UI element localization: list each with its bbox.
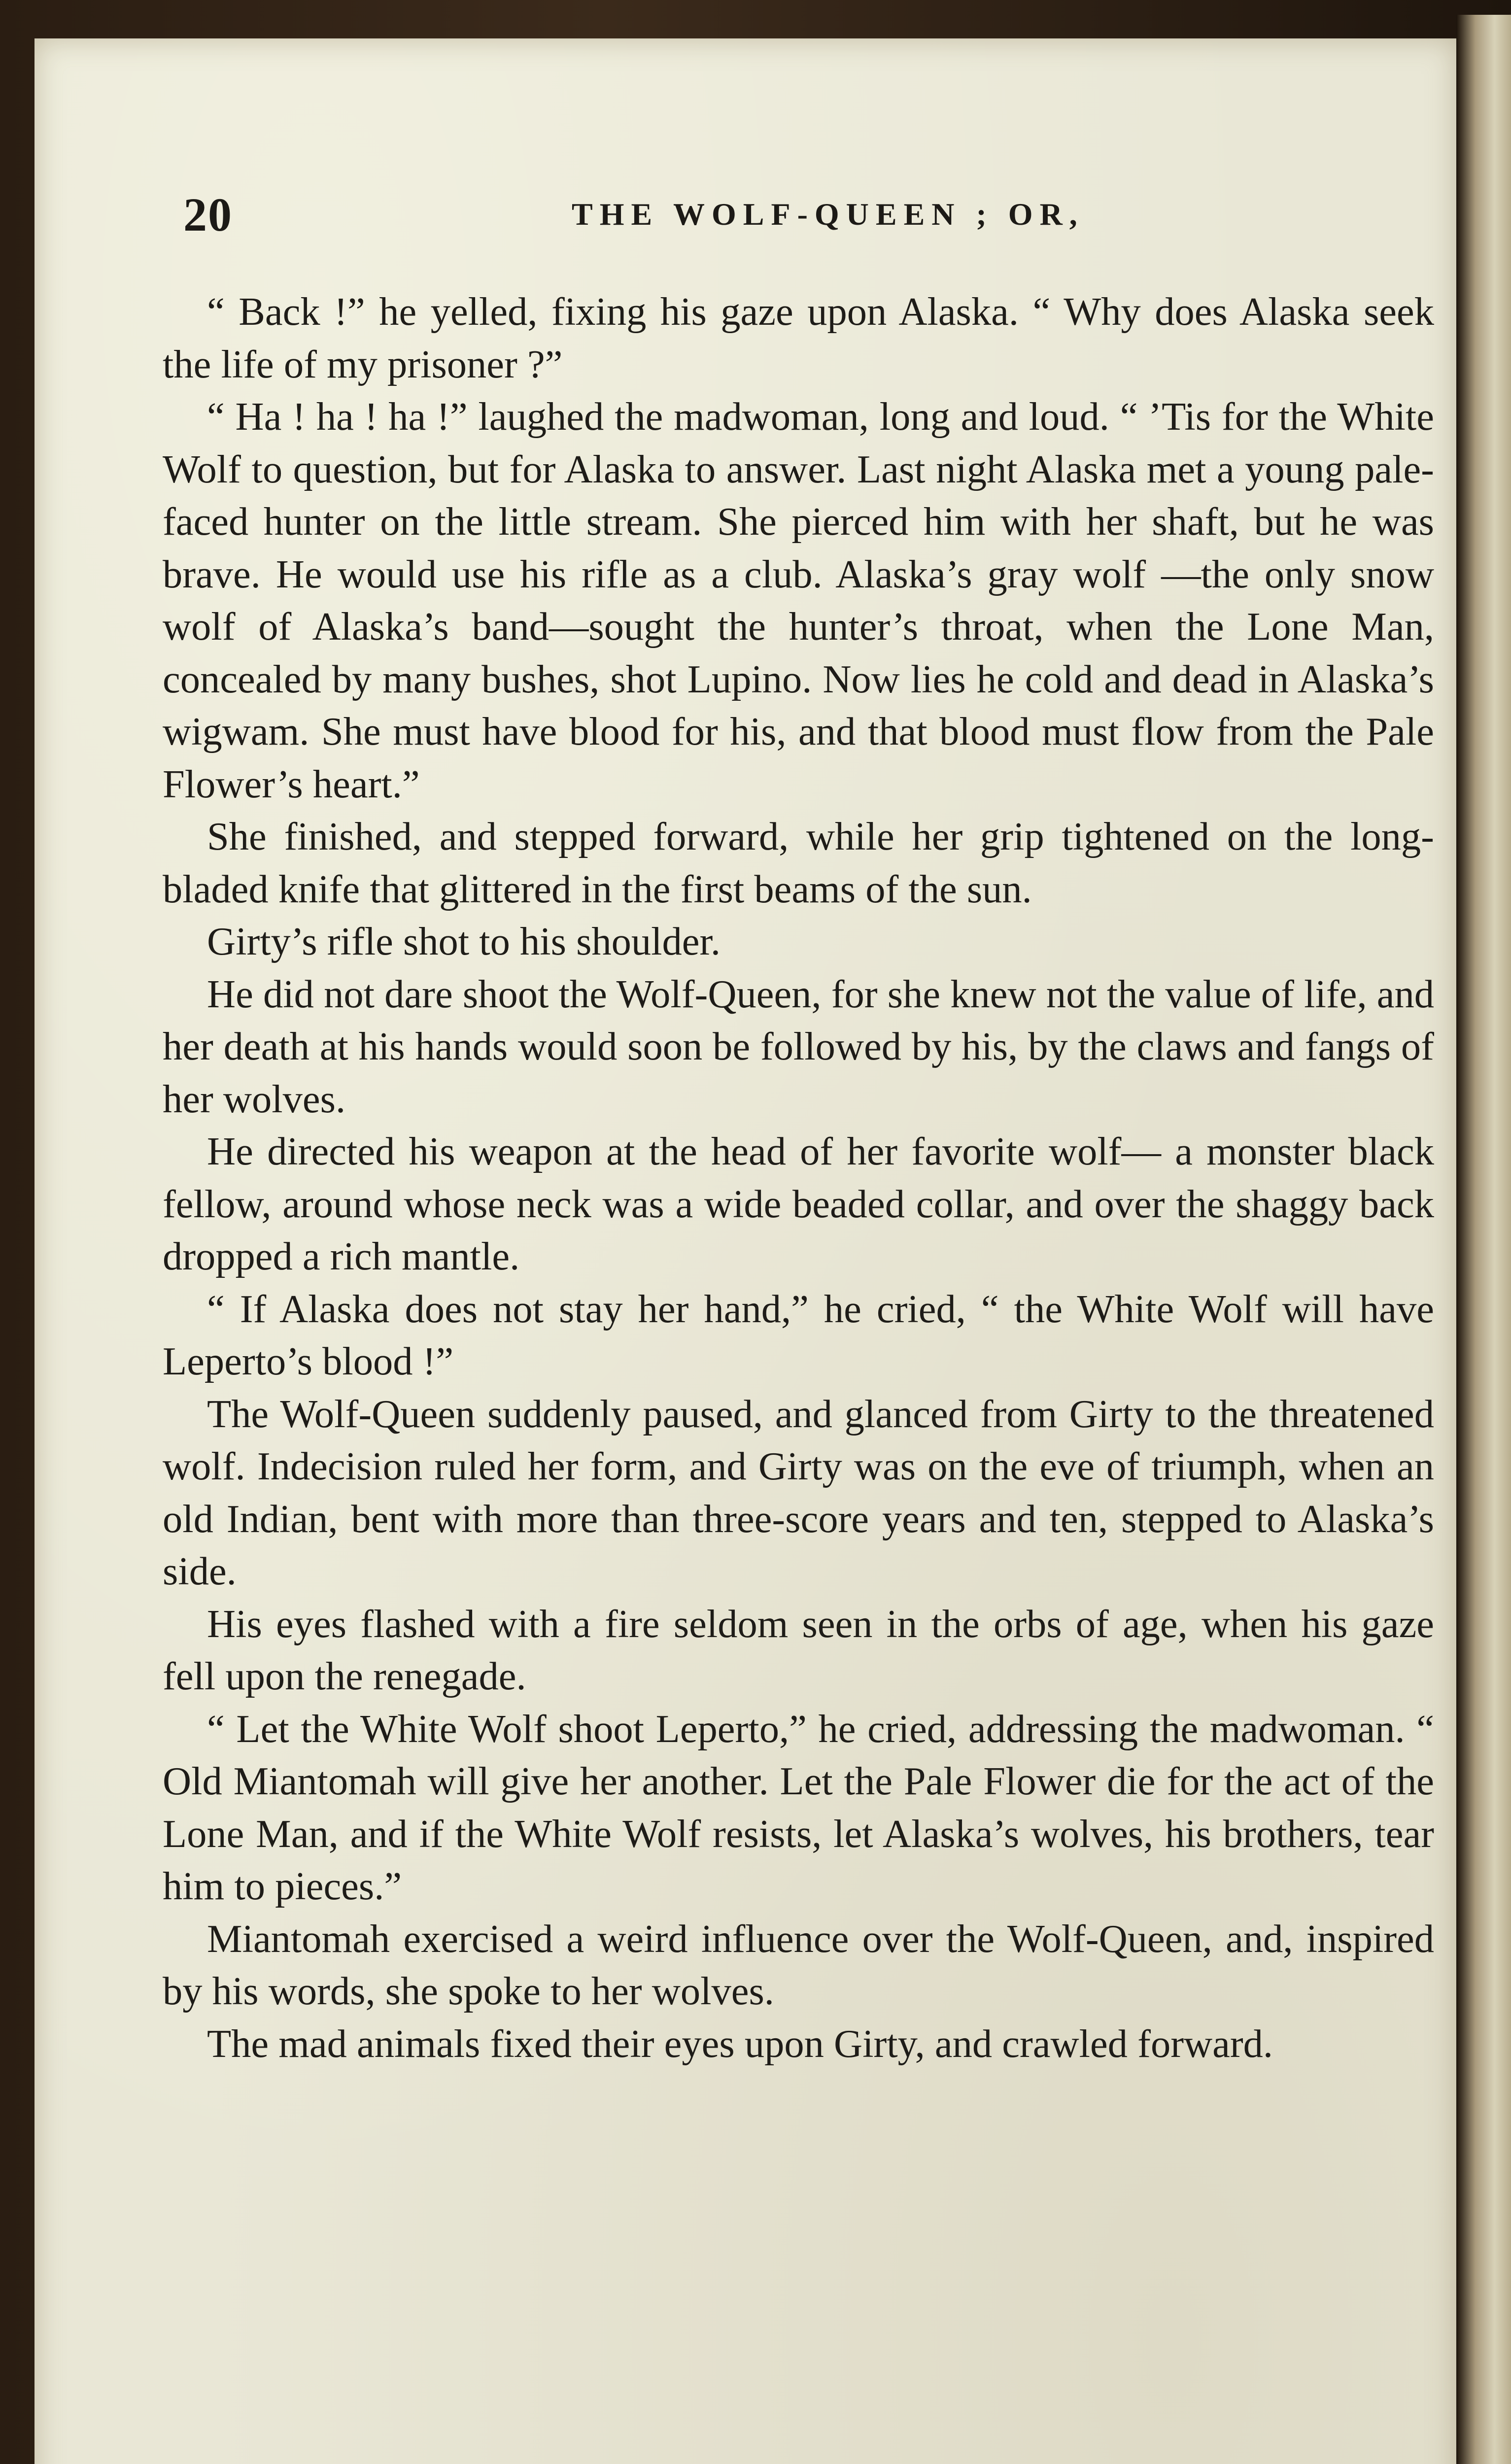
facing-page-edge [1456, 15, 1511, 2464]
paragraph: “ Let the White Wolf shoot Leperto,” he cried, addressing the madwoman. “ Old Miantomah will give her another. Let the Pale Flower die for the act of the Lone Man, and if the White Wolf resists, let Alaska’s wolves, his brothers, tear him to pieces.” [163, 1707, 1434, 1908]
paragraph: He did not dare shoot the Wolf-Queen, for she knew not the value of life, and her death at his hands would soon be followed by his, by the claws and fangs of her wolves. [163, 972, 1434, 1121]
paragraph: “ If Alaska does not stay her hand,” he cried, “ the White Wolf will have Leperto’s blood !” [163, 1287, 1434, 1383]
paragraph: The mad animals fixed their eyes upon Girty, and crawled forward. [207, 2021, 1273, 2066]
running-header [148, 187, 1454, 241]
paragraph: Girty’s rifle shot to his shoulder. [207, 920, 721, 963]
paragraph: “ Ha ! ha ! ha !” laughed the madwoman, long and loud. “ ’Tis for the White Wolf to question, but for Alaska to answer. Last night Alaska met a young pale-faced hunter on the little stream. She pierced him with her shaft, but he was brave. He would use his rifle as a club. Alaska’s gray wolf —the only snow wolf of Alaska’s band—sought the hunter’s throat, when the Lone Man, concealed by many bushes, shot Lupino. Now lies he cold and dead in Alaska’s wigwam. She must have blood for his, and that blood must flow from the Pale Flower’s heart.” [163, 395, 1434, 806]
page-number: 20 [183, 188, 233, 241]
paragraph: Miantomah exercised a weird influence over the Wolf-Queen, and, inspired by his words, she spoke to her wolves. [163, 1916, 1434, 2013]
header-title: THE WOLF-QUEEN ; OR, [572, 197, 1084, 232]
paragraph: His eyes flashed with a fire seldom seen in the orbs of age, when his gaze fell upon the renegade. [163, 1602, 1434, 1698]
body-text [163, 286, 1434, 2070]
paragraph: The Wolf-Queen suddenly paused, and glanced from Girty to the threatened wolf. Indecision ruled her form, and Girty was on the eve of triumph, when an old Indian, bent with more than three-score years and ten, stepped to Alaska’s side. [163, 1392, 1434, 1593]
paragraph: She finished, and stepped forward, while her grip tightened on the long-bladed knife that glittered in the first beams of the sun. [163, 815, 1434, 911]
paragraph: “ Back !” he yelled, fixing his gaze upon Alaska. “ Why does Alaska seek the life of my prisoner ?” [163, 290, 1434, 386]
paragraph: He directed his weapon at the head of her favorite wolf— a monster black fellow, around whose neck was a wide beaded collar, and over the shaggy back dropped a rich mantle. [163, 1129, 1434, 1278]
